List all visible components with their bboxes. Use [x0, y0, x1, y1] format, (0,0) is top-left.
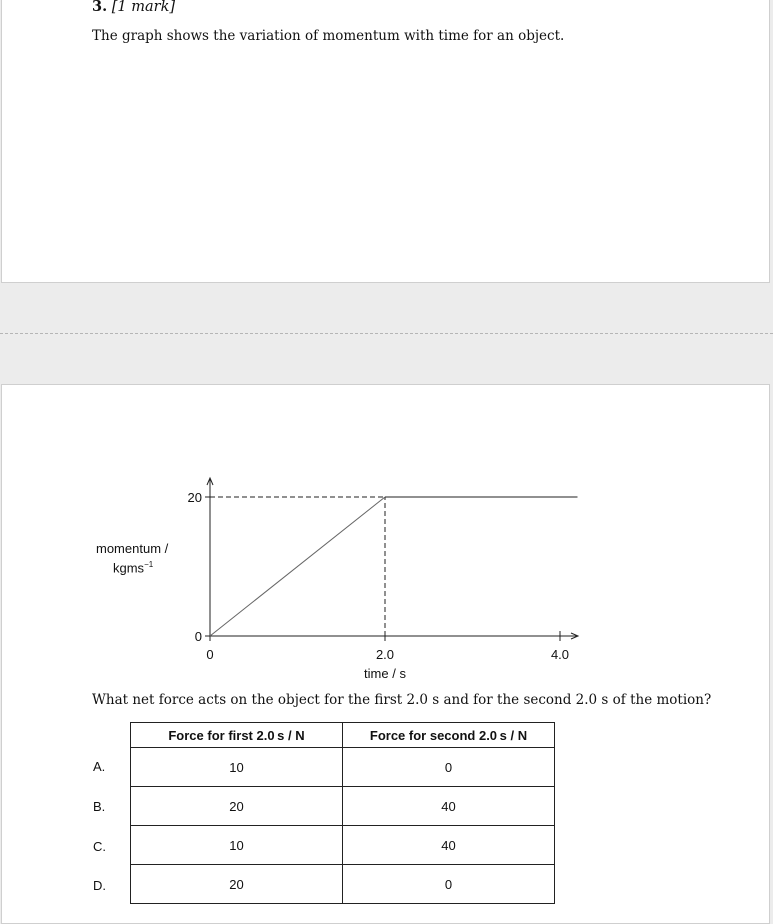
cell-second-force: 40 [343, 787, 555, 826]
question-prompt: What net force acts on the object for the first 2.0 s and for the second 2.0 s of the motion? [92, 692, 712, 708]
graph-axes [205, 478, 578, 641]
y-axis-unit-superscript: −1 [144, 560, 154, 569]
y-axis-title: momentum / [96, 541, 169, 556]
answer-row [131, 787, 555, 826]
cell-second-force: 0 [343, 748, 555, 787]
x-tick-label: 4.0 [550, 647, 570, 662]
answer-rows [131, 748, 555, 904]
answer-row [131, 826, 555, 865]
y-axis-unit-text: kgms [113, 560, 145, 576]
answer-table-header [131, 723, 555, 748]
question-stem: The graph shows the variation of momentum with time for an object. [92, 28, 565, 44]
option-letter: C. [93, 839, 106, 854]
cell-first-force: 10 [131, 748, 343, 787]
option-letter: A. [93, 759, 106, 774]
cell-first-force: 20 [131, 865, 343, 904]
series-segment-momentum [210, 497, 385, 636]
option-letter: B. [93, 799, 106, 814]
cell-second-force: 0 [343, 865, 555, 904]
question-marks: [1 mark] [111, 0, 176, 15]
answer-row [131, 865, 555, 904]
y-tick-label: 0 [194, 629, 202, 644]
answer-row [131, 748, 555, 787]
graph-labels [188, 490, 570, 681]
header-second-force: Force for second 2.0 s / N [343, 723, 555, 748]
cell-first-force: 10 [131, 826, 343, 865]
question-number: 3. [92, 0, 108, 15]
header-first-force: Force for first 2.0 s / N [131, 723, 343, 748]
option-letter: D. [93, 878, 106, 893]
x-axis-title: time / s [364, 666, 406, 681]
x-tick-label: 2.0 [375, 647, 395, 662]
cell-first-force: 20 [131, 787, 343, 826]
cell-second-force: 40 [343, 826, 555, 865]
graph-series [210, 497, 578, 636]
answer-table [130, 722, 555, 904]
y-tick-label: 20 [187, 490, 202, 505]
x-tick-label: 0 [206, 647, 214, 662]
